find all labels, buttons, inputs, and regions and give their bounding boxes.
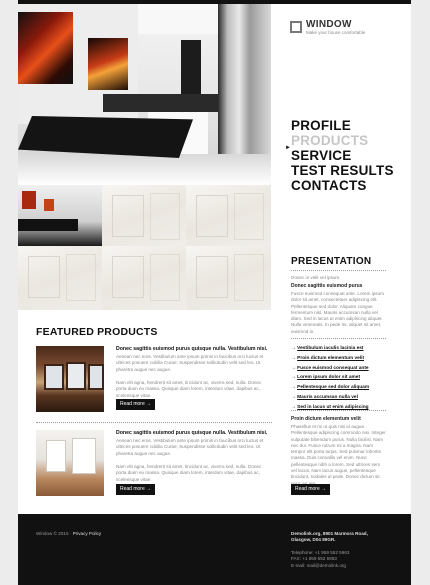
list-link[interactable]: → Sed in lacus ut enim adipiscing xyxy=(291,403,387,413)
hero-painting-2 xyxy=(88,38,128,90)
divider xyxy=(291,338,386,339)
thumb-window xyxy=(150,193,180,240)
divider xyxy=(36,422,272,423)
featured-heading: FEATURED PRODUCTS xyxy=(36,326,158,338)
footer-fax: FAX: +1 959 552 5963 xyxy=(291,556,337,562)
product-description-2: Nam elit agna, hendrerit sit amet, tincidunt ac, viverra sed, nulla. Donec porta diam eu massa. Quisque diam lorem, interdum vitae, dapibus ac, scelerisque vitae. xyxy=(116,464,262,482)
privacy-policy-link[interactable]: Privacy Policy xyxy=(72,531,102,536)
list-link[interactable]: → Mauris accumsan nulla vel xyxy=(291,393,387,403)
thumbnail-5[interactable] xyxy=(102,246,186,310)
nav-item-test-results[interactable]: TEST RESULTS xyxy=(291,163,394,178)
footer-email[interactable]: E-mail: mail@demolink.org xyxy=(291,562,346,568)
window-shape xyxy=(88,364,104,390)
logo-square-icon xyxy=(290,21,302,33)
list-link[interactable]: → Lorem ipsum dolor sit amet xyxy=(291,373,387,383)
presentation-link-list xyxy=(291,344,387,413)
brand-tagline: Make your house comfortable xyxy=(306,30,366,35)
footer-address: Demolink.org, 8901 Marmora Road, Glasgow, D04 89GR. xyxy=(291,531,368,543)
thumb-window xyxy=(112,195,144,237)
presentation-lead: Donec sagittis euismod purus xyxy=(291,283,363,289)
divider xyxy=(291,410,386,411)
page xyxy=(18,0,411,585)
thumb-window xyxy=(234,254,264,301)
hero-floor xyxy=(18,154,271,185)
nav-item-contacts[interactable]: CONTACTS xyxy=(291,178,367,193)
list-link[interactable]: → Proin dictum elementum velit xyxy=(291,354,387,364)
thumb-painting xyxy=(44,199,54,211)
window-shape xyxy=(66,362,86,390)
read-more-button[interactable]: Read more → xyxy=(116,484,155,495)
nav-item-service[interactable]: SERVICE xyxy=(291,148,352,163)
main-nav xyxy=(285,118,394,193)
thumbnail-1[interactable] xyxy=(18,185,102,246)
footer-contact xyxy=(291,550,386,569)
divider xyxy=(291,270,386,271)
thumb-window xyxy=(112,256,144,298)
nav-item-profile[interactable]: PROFILE xyxy=(291,118,351,133)
product-description-2: Nam elit agna, hendrerit sit amet, tincidunt ac, viverra sed, nulla. Donec porta diam eu massa. Quisque diam lorem, interdum vitae, dapibus ac, scelerisque vitae. xyxy=(116,380,262,398)
thumb-window xyxy=(150,254,180,301)
product-description: Aenean nec eros. Vestibulum ante ipsum primis in faucibus orci luctus et ultrices posuere cubilia Curae; Suspendisse sollicitudin velit sed leo. Ut pharetra augue nec augue. xyxy=(116,354,264,372)
product-description: Aenean nec eros. Vestibulum ante ipsum primis in faucibus orci luctus et ultrices posuere cubilia Curae; Suspendisse sollicitudin velit sed leo. Ut pharetra augue nec augue. xyxy=(116,438,264,456)
nav-item-products[interactable]: PRODUCTS xyxy=(291,133,369,148)
thumb-window xyxy=(196,256,228,298)
footer-copyright xyxy=(36,531,101,536)
presentation-text-2: Phasellus et mi ut quis nisi id augue. Pellentesque adipiscing commodo nisi. Integer vulputate bibendum purus. Nulla facilisi. Nam nec dui. Fusce rutrum mi a magna. Nam tempor elit porta turpis. Sed pulvinar lobortis massa. Duis convallis vel enim. Nunc pellentesque nibh a lorem. Sed ultrices sem vel lacus. Nam lacus augue, pellentesque tincidunt, sodales ut pede. Donec dictum sit xyxy=(291,424,386,480)
presentation-read-more-button[interactable]: Read more → xyxy=(291,484,330,495)
thumb-window xyxy=(28,256,60,298)
list-link[interactable]: → Vestibulum iaculis lacinia est xyxy=(291,344,387,354)
hero-table xyxy=(18,116,193,158)
thumb-window xyxy=(66,254,96,301)
product-image-1[interactable] xyxy=(36,346,104,412)
window-shape xyxy=(44,364,64,390)
read-more-button[interactable]: Read more → xyxy=(116,399,155,410)
footer-phone: Telephone: +1 959 552 5963 xyxy=(291,550,350,555)
product-title[interactable]: Donec sagittis euismod purus quisque nulla. Vestibulum nisi. xyxy=(116,346,268,352)
presentation-subtitle: Donec in velit vel ipsum. xyxy=(291,275,341,280)
thumb-painting xyxy=(22,191,36,209)
copyright-text: Window © 2015 · xyxy=(36,531,72,536)
thumbnail-3[interactable] xyxy=(186,185,271,246)
presentation-lead-2: Proin dictum elementum velit xyxy=(291,416,361,422)
thumb-window xyxy=(196,195,228,237)
product-image-2[interactable] xyxy=(36,430,104,496)
nav-marker-icon: ► xyxy=(285,145,291,151)
window-shape xyxy=(72,438,96,474)
list-link[interactable]: → Fusce euismod consequat ante xyxy=(291,364,387,374)
hero-image xyxy=(18,4,271,185)
thumb-window xyxy=(234,193,264,240)
presentation-text: Fusce euismod consequat ante. Lorem ipsum dolor sit amet, consectetuer adipiscing elit. Pellentesque sed dolor. Aliquam congue fermentum nisl. Mauris accumsan nulla vel diam. Sed in lacus ut enim adipiscing aliquet. Nulla venenatis. In pede mi, aliquet sit amet, euismod in. xyxy=(291,291,384,334)
window-shape xyxy=(46,440,66,472)
thumb-table xyxy=(18,219,78,231)
thumbnail-6[interactable] xyxy=(186,246,271,310)
thumbnail-2[interactable] xyxy=(102,185,186,246)
brand-name: WINDOW xyxy=(306,19,352,30)
thumbnail-grid xyxy=(18,185,271,310)
hero-painting-1 xyxy=(18,12,73,84)
thumbnail-4[interactable] xyxy=(18,246,102,310)
list-link[interactable]: → Pellentesque sed dolor aliquam xyxy=(291,383,387,393)
product-title[interactable]: Donec sagittis euismod purus quisque nulla. Vestibulum nisi. xyxy=(116,430,268,436)
presentation-heading: PRESENTATION xyxy=(291,256,372,267)
footer xyxy=(18,514,411,585)
hero-counter xyxy=(103,94,218,112)
